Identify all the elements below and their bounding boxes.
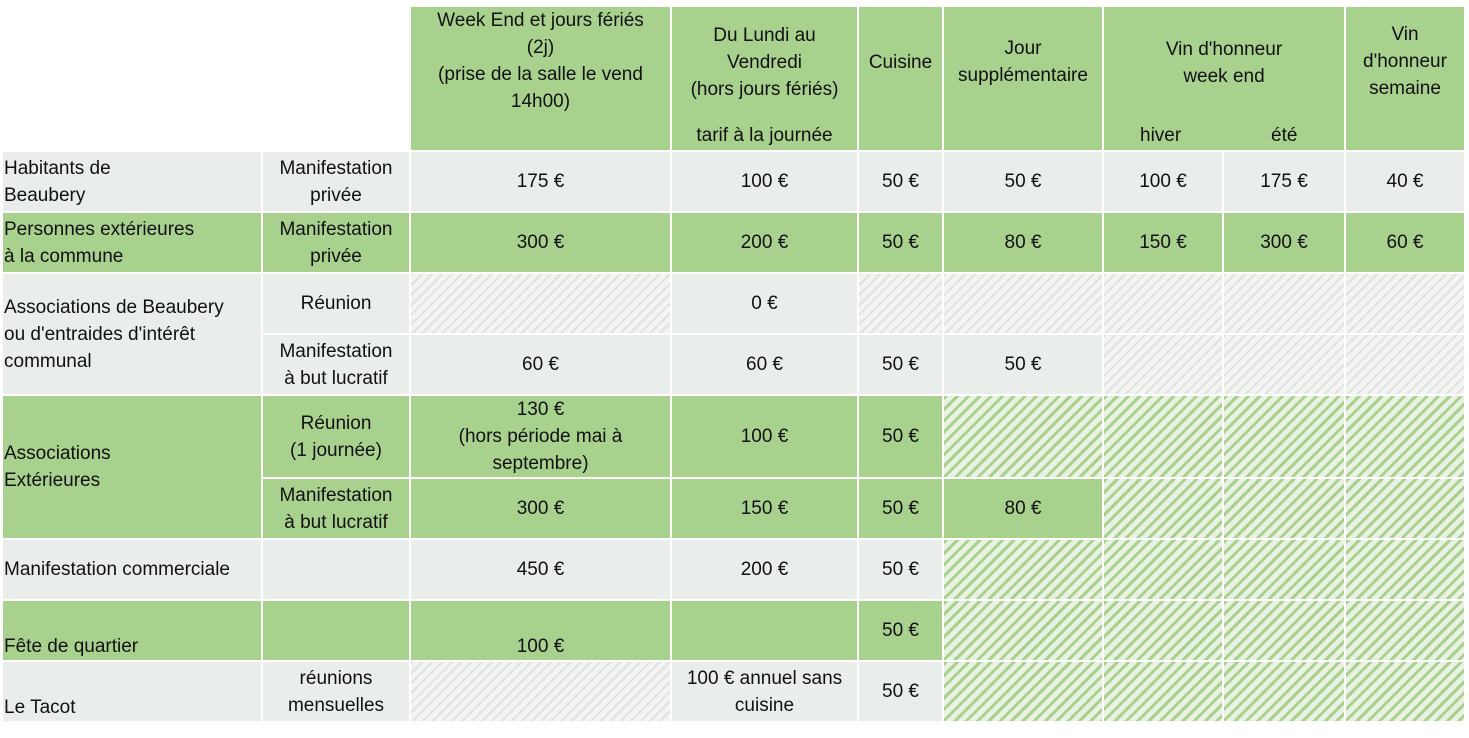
row-fete-weekend: 100 € [410,600,671,661]
row-commerciale-jour-sup-na [943,539,1103,600]
row-habitants-weekend: 175 € [410,151,671,212]
row-assoc-ext-reunion [2,395,1465,478]
row-habitants-vin-semaine: 40 € [1345,151,1465,212]
row-exterieurs-jour-sup: 80 € [943,212,1103,273]
row-tacot-semaine [671,661,858,722]
row-assoc-ext-reunion-cuisine: 50 € [858,395,943,478]
col-header-vin-weekend-inner [1106,8,1342,149]
col-header-vin-hiver: hiver [1140,125,1182,146]
row-habitants-type-line2: privée [310,184,362,206]
col-header-jour-sup-line2: supplémentaire [958,65,1088,86]
row-assoc-beaubery-reunion-vin-semaine-na [1345,273,1465,334]
row-assoc-ext-reunion-type-line2: (1 journée) [290,439,382,461]
row-tacot-weekend-na [410,661,671,722]
row-fete-jour-sup-na [943,600,1103,661]
header-type-empty [262,6,410,151]
row-fete-label: Fête de quartier [2,600,262,661]
header-row [2,6,1465,151]
row-exterieurs-type [262,212,410,273]
row-assoc-ext-reunion-weekend [410,395,671,478]
row-assoc-ext-reunion-vin-semaine-na [1345,395,1465,478]
row-assoc-beaubery-reunion-vin-hiver-na [1103,273,1223,334]
row-assoc-ext-manif-jour-sup: 80 € [943,478,1103,539]
row-habitants-cuisine: 50 € [858,151,943,212]
col-header-semaine-inner [674,8,855,149]
row-assoc-ext-manif-vin-semaine-na [1345,478,1465,539]
row-exterieurs-vin-ete: 300 € [1223,212,1345,273]
row-assoc-beaubery-manif-type-line2: à but lucratif [284,367,388,389]
col-header-weekend [410,6,671,151]
row-commerciale-vin-ete-na [1223,539,1345,600]
row-assoc-beaubery-manif-vin-semaine-na [1345,334,1465,395]
col-header-weekend-line1: Week End et jours fériés [437,10,644,31]
col-header-vin-semaine [1345,6,1465,151]
row-tacot-semaine-line1: 100 € annuel sans [686,667,843,689]
row-fete-vin-hiver-na [1103,600,1223,661]
row-assoc-beaubery-label-line2: ou d'entraides d'intérêt [4,323,196,345]
row-assoc-beaubery-reunion-jour-sup-na [943,273,1103,334]
row-assoc-beaubery-reunion [2,273,1465,334]
col-header-semaine-line3: (hors jours fériés) [690,79,839,100]
row-habitants-label-line1: Habitants de [4,157,111,179]
row-assoc-ext-manif-cuisine: 50 € [858,478,943,539]
row-tacot-type [262,661,410,722]
row-assoc-ext-label-line1: Associations [4,443,111,464]
row-assoc-ext-reunion-weekend-line2: (hors période mai à [458,426,623,447]
col-header-vin-semaine-line2: d'honneur [1363,51,1447,72]
row-assoc-beaubery-manif-vin-ete-na [1223,334,1345,395]
row-assoc-ext-reunion-weekend-line1: 130 € [516,399,565,420]
row-tacot-vin-hiver-na [1103,661,1223,722]
row-tacot-semaine-line2: cuisine [734,694,795,716]
row-assoc-beaubery-manif-type [262,334,410,395]
row-tacot-type-line1: réunions [299,667,373,689]
row-exterieurs [2,212,1465,273]
row-assoc-ext-manif-type-line2: à but lucratif [284,511,388,533]
row-assoc-ext-reunion-weekend-line3: septembre) [492,453,589,474]
row-exterieurs-label-line2: à la commune [4,245,124,267]
row-fete-vin-ete-na [1223,600,1345,661]
row-assoc-beaubery-manif-vin-hiver-na [1103,334,1223,395]
row-assoc-ext-reunion-semaine: 100 € [671,395,858,478]
col-header-semaine-line1: Du Lundi au [713,25,816,46]
row-assoc-ext-reunion-vin-ete-na [1223,395,1345,478]
row-exterieurs-type-line1: Manifestation [279,218,393,240]
row-assoc-ext-reunion-vin-hiver-na [1103,395,1223,478]
row-assoc-ext-reunion-type [262,395,410,478]
row-habitants-jour-sup: 50 € [943,151,1103,212]
row-assoc-ext-manif-vin-hiver-na [1103,478,1223,539]
col-header-vin-ete: été [1271,125,1298,146]
col-header-vin-split [1106,122,1342,149]
row-exterieurs-label-line1: Personnes extérieures [4,218,195,240]
row-assoc-ext-reunion-jour-sup-na [943,395,1103,478]
row-tacot-vin-ete-na [1223,661,1345,722]
row-commerciale-weekend: 450 € [410,539,671,600]
row-assoc-ext-manif-semaine: 150 € [671,478,858,539]
row-assoc-beaubery-label-line3: communal [4,350,92,372]
row-tacot-vin-semaine-na [1345,661,1465,722]
row-assoc-beaubery-manif-semaine: 60 € [671,334,858,395]
col-header-vin-we-line2: week end [1183,66,1265,87]
row-commerciale-vin-semaine-na [1345,539,1465,600]
row-assoc-beaubery-label-line1: Associations de Beaubery [4,296,224,318]
row-assoc-ext-label [2,395,262,539]
row-fete-vin-semaine-na [1345,600,1465,661]
tarifs-table [1,5,1466,723]
row-fete-cuisine: 50 € [858,600,943,661]
row-fete-semaine [671,600,858,661]
row-tacot-jour-sup-na [943,661,1103,722]
row-commerciale-vin-hiver-na [1103,539,1223,600]
col-header-weekend-line2: (2j) [526,37,555,58]
col-header-jour-sup [943,6,1103,151]
row-exterieurs-weekend: 300 € [410,212,671,273]
row-exterieurs-semaine: 200 € [671,212,858,273]
row-exterieurs-cuisine: 50 € [858,212,943,273]
row-tacot [2,661,1465,722]
row-exterieurs-type-line2: privée [310,245,362,267]
row-tacot-label: Le Tacot [2,661,262,722]
row-assoc-beaubery-reunion-cuisine-na [858,273,943,334]
row-fete-type [262,600,410,661]
row-assoc-beaubery-manif-type-line1: Manifestation [279,340,393,362]
row-habitants-type-line1: Manifestation [279,157,393,179]
row-habitants [2,151,1465,212]
row-habitants-semaine: 100 € [671,151,858,212]
row-assoc-ext-manif-vin-ete-na [1223,478,1345,539]
row-assoc-beaubery-reunion-vin-ete-na [1223,273,1345,334]
col-header-vin-we-line1: Vin d'honneur [1165,39,1283,60]
row-assoc-ext-manif-type [262,478,410,539]
row-exterieurs-label [2,212,262,273]
row-habitants-label [2,151,262,212]
row-assoc-ext-label-line2: Extérieures [4,470,101,491]
row-assoc-ext-manif-weekend: 300 € [410,478,671,539]
row-assoc-beaubery-manif-cuisine: 50 € [858,334,943,395]
col-header-vin-weekend [1103,6,1345,151]
row-assoc-ext-reunion-type-line1: Réunion [300,412,372,434]
col-header-weekend-line4: 14h00) [510,91,571,112]
row-commerciale-label: Manifestation commerciale [2,539,262,600]
row-habitants-type [262,151,410,212]
row-fete [2,600,1465,661]
row-habitants-vin-hiver: 100 € [1103,151,1223,212]
row-assoc-beaubery-reunion-weekend-na [410,273,671,334]
row-habitants-vin-ete: 175 € [1223,151,1345,212]
row-tacot-cuisine: 50 € [858,661,943,722]
row-assoc-beaubery-reunion-type: Réunion [262,273,410,334]
row-assoc-beaubery-label [2,273,262,395]
col-header-cuisine: Cuisine [858,6,943,151]
col-header-jour-sup-line1: Jour [1004,38,1042,59]
row-commerciale-cuisine: 50 € [858,539,943,600]
row-habitants-label-line2: Beaubery [4,184,86,206]
row-exterieurs-vin-hiver: 150 € [1103,212,1223,273]
col-header-semaine [671,6,858,151]
col-header-weekend-line3: (prise de la salle le vend [438,64,643,85]
row-assoc-beaubery-manif-weekend: 60 € [410,334,671,395]
row-assoc-beaubery-reunion-semaine: 0 € [671,273,858,334]
row-assoc-ext-manif-type-line1: Manifestation [279,484,393,506]
row-exterieurs-vin-semaine: 60 € [1345,212,1465,273]
col-header-vin-semaine-line1: Vin [1391,24,1419,45]
col-header-vin-semaine-line3: semaine [1369,78,1441,99]
header-corner [2,6,262,151]
row-tacot-type-line2: mensuelles [287,694,385,716]
col-header-semaine-tarif: tarif à la journée [696,125,833,146]
row-commerciale [2,539,1465,600]
row-commerciale-type [262,539,410,600]
row-assoc-beaubery-manif-jour-sup: 50 € [943,334,1103,395]
row-commerciale-semaine: 200 € [671,539,858,600]
col-header-semaine-line2: Vendredi [726,52,802,73]
